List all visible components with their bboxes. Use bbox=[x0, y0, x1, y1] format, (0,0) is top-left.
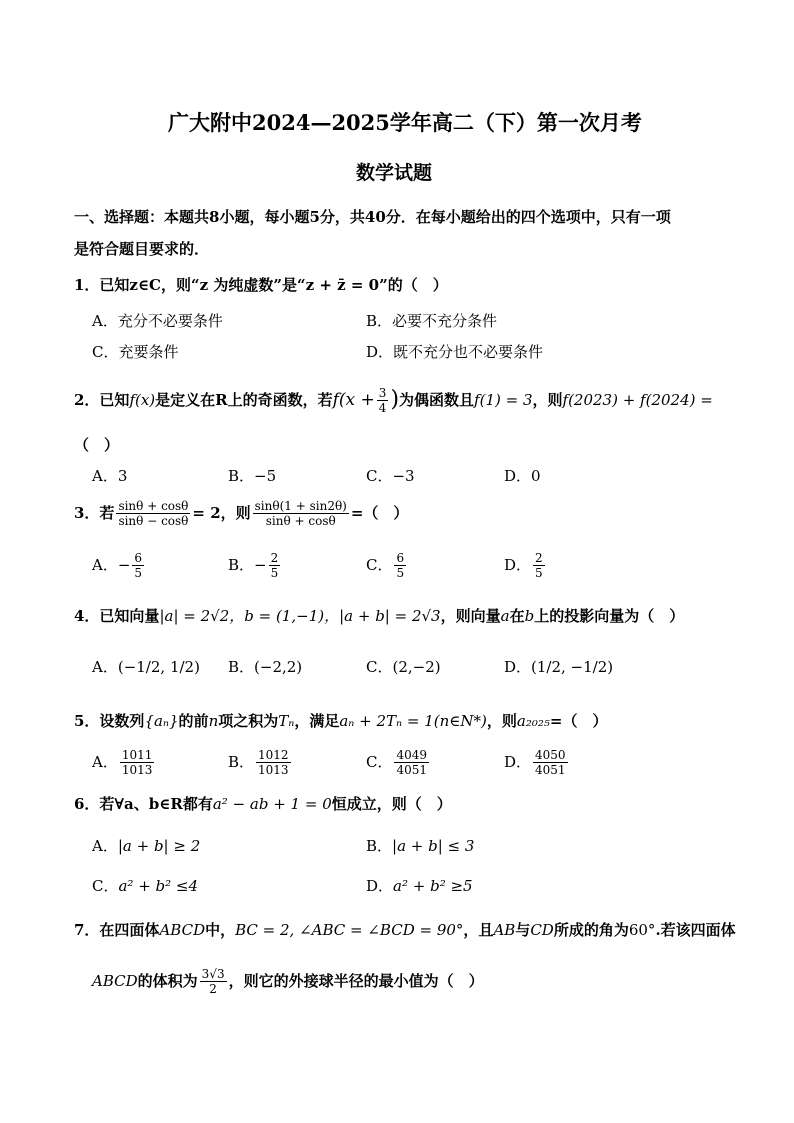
q3-a-label: A． bbox=[92, 556, 118, 574]
q5-a-den: 1013 bbox=[121, 762, 153, 777]
q3-b-frac bbox=[269, 551, 281, 580]
q7-mid3: 所成的角为 bbox=[553, 921, 629, 939]
question-4-option-a bbox=[92, 658, 200, 676]
question-2-option-c: C．−3 bbox=[366, 467, 415, 485]
question-5-option-b bbox=[228, 743, 293, 781]
question-2-option-b: B．−5 bbox=[228, 467, 277, 485]
question-4-stem bbox=[74, 607, 684, 625]
q2-mid2: 为偶函数且 bbox=[399, 391, 475, 409]
q7-ab: AB bbox=[493, 921, 516, 939]
q4-d-label: D． bbox=[504, 658, 532, 676]
q4-c-label: C． bbox=[366, 658, 393, 676]
q7-pre: 7．在四面体 bbox=[74, 921, 160, 939]
question-2-option-d: D．0 bbox=[504, 467, 541, 485]
q5-a-label: A． bbox=[92, 753, 118, 771]
question-4-option-c bbox=[366, 658, 441, 676]
q2-mid: 是定义在R上的奇函数，若 bbox=[155, 391, 333, 409]
q6-b-label: B． bbox=[366, 837, 393, 855]
q4-vector-a: a bbox=[500, 607, 510, 625]
q6-cond: a² − ab + 1 = 0 bbox=[212, 795, 332, 813]
q2-expr: f(2023) + f(2024) = bbox=[562, 391, 713, 409]
q5-post: =（ ） bbox=[549, 712, 608, 730]
page-subtitle: 数学试题 bbox=[356, 162, 433, 184]
q5-c-den: 4051 bbox=[396, 762, 428, 777]
q7-vol-num: 3√3 bbox=[201, 966, 225, 981]
question-2-option-a: A．3 bbox=[92, 467, 128, 485]
q7-cond: BC = 2, ∠ABC = ∠BCD = 90° bbox=[235, 921, 464, 939]
q5-mid2: 项之积为 bbox=[218, 712, 279, 730]
q3-a-num: 6 bbox=[134, 550, 143, 565]
question-6-option-c bbox=[92, 877, 198, 895]
q7-mid4: .若该四面体 bbox=[655, 921, 736, 939]
q5-a2025: a₂₀₂₅ bbox=[516, 712, 550, 730]
q7-volume-frac bbox=[200, 967, 227, 996]
question-1-option-d: D．既不充分也不必要条件 bbox=[366, 343, 544, 361]
q3-d-den: 5 bbox=[535, 565, 543, 580]
q5-d-label: D． bbox=[504, 753, 532, 771]
q4-pre: 4．已知向量 bbox=[74, 607, 160, 625]
q2-fraction bbox=[377, 386, 389, 415]
q7-yu: 与 bbox=[515, 921, 531, 939]
q4-mid: ，则向量 bbox=[440, 607, 501, 625]
q5-d-num: 4050 bbox=[535, 747, 566, 762]
q5-c-frac bbox=[394, 748, 429, 777]
q3-eq2: = 2，则 bbox=[192, 504, 251, 522]
q5-tn: Tₙ bbox=[278, 712, 295, 730]
q3-a-frac bbox=[132, 551, 144, 580]
question-6-option-a bbox=[92, 837, 200, 855]
q4-zai: 在 bbox=[509, 607, 525, 625]
q3-fraction-1 bbox=[116, 499, 190, 528]
q3-post: =（ ） bbox=[350, 504, 409, 522]
q6-d-label: D． bbox=[366, 877, 394, 895]
question-6-option-b bbox=[366, 837, 474, 855]
question-3-option-a bbox=[92, 545, 146, 585]
section-instructions-line2: 是符合题目要求的． bbox=[74, 240, 210, 258]
question-7-stem-line1 bbox=[74, 921, 736, 939]
q3-d-num: 2 bbox=[535, 550, 543, 565]
question-3-option-c bbox=[366, 545, 408, 585]
q4-a-label: A． bbox=[92, 658, 118, 676]
q2-frac-num: 3 bbox=[378, 385, 387, 400]
q3-c-den: 5 bbox=[396, 565, 405, 580]
q6-c-val: a² + b² ≤4 bbox=[118, 877, 199, 895]
q6-post: 恒成立，则（ ） bbox=[331, 795, 452, 813]
q5-c-num: 4049 bbox=[396, 747, 428, 762]
question-1-stem: 1．已知z∈C，则“z 为纯虚数”是“z + z̄ = 0”的（ ） bbox=[74, 276, 448, 294]
q3-c-num: 6 bbox=[396, 550, 405, 565]
question-6-stem bbox=[74, 795, 452, 813]
q3-a-sign: − bbox=[117, 556, 131, 574]
question-4-option-b bbox=[228, 658, 302, 676]
q3-f1-num: sinθ + cosθ bbox=[118, 498, 189, 513]
q2-mid3: ，则 bbox=[532, 391, 563, 409]
q4-vector-b: b bbox=[524, 607, 535, 625]
q4-b-label: B． bbox=[228, 658, 255, 676]
q5-seq: {aₙ} bbox=[144, 712, 179, 730]
question-2-paren: （ ） bbox=[74, 436, 120, 454]
q2-f-close: ) bbox=[390, 387, 400, 412]
q5-n: n bbox=[208, 712, 219, 730]
q6-c-label: C． bbox=[92, 877, 119, 895]
q6-pre: 6．若∀a、b∈R都有 bbox=[74, 795, 213, 813]
q7-mid: 中， bbox=[205, 921, 236, 939]
question-1-option-a: A．充分不必要条件 bbox=[92, 312, 223, 330]
question-2-stem bbox=[74, 380, 713, 420]
page-title: 广大附中2024—2025学年高二（下）第一次月考 bbox=[168, 110, 642, 135]
question-1-option-b: B．必要不充分条件 bbox=[366, 312, 498, 330]
q4-post: 上的投影向量为（ ） bbox=[534, 607, 685, 625]
question-5-stem bbox=[74, 712, 607, 730]
q4-d-val: (1/2, −1/2) bbox=[531, 658, 614, 676]
q5-pre: 5．设数列 bbox=[74, 712, 145, 730]
q5-d-den: 4051 bbox=[535, 762, 566, 777]
q5-b-den: 1013 bbox=[258, 762, 289, 777]
q5-mid4: ，则 bbox=[486, 712, 517, 730]
q6-b-val: |a + b| ≤ 3 bbox=[392, 837, 475, 855]
q5-c-label: C． bbox=[366, 753, 393, 771]
q7-angle: 60° bbox=[628, 921, 656, 939]
q3-b-den: 5 bbox=[270, 565, 279, 580]
q2-fx: f(x) bbox=[129, 391, 156, 409]
q3-d-label: D． bbox=[504, 556, 532, 574]
q3-c-frac bbox=[394, 551, 406, 580]
q3-a-den: 5 bbox=[134, 565, 143, 580]
q5-mid: 的前 bbox=[178, 712, 209, 730]
question-5-option-c bbox=[366, 743, 431, 781]
q4-a-val: (−1/2, 1/2) bbox=[117, 658, 200, 676]
q5-b-frac bbox=[256, 748, 291, 777]
q5-cond: aₙ + 2Tₙ = 1(n∈N*) bbox=[339, 712, 487, 730]
q6-a-label: A． bbox=[92, 837, 118, 855]
q7-mid2: ，且 bbox=[463, 921, 494, 939]
q7-abcd: ABCD bbox=[159, 921, 206, 939]
q4-cond: |a| = 2√2，b = (1,−1)，|a + b| = 2√3 bbox=[159, 607, 441, 625]
section-instructions-line1: 一、选择题：本题共8小题，每小题5分，共40分．在每小题给出的四个选项中，只有一项 bbox=[74, 208, 671, 226]
q7-line2-pre: 的体积为 bbox=[137, 972, 198, 990]
q4-c-val: (2,−2) bbox=[392, 658, 441, 676]
q3-pre: 3．若 bbox=[74, 504, 115, 522]
q3-b-sign: − bbox=[254, 556, 267, 574]
question-3-option-b bbox=[228, 545, 282, 585]
q2-cond: f(1) = 3 bbox=[474, 391, 533, 409]
q5-a-num: 1011 bbox=[121, 747, 153, 762]
q7-cd: CD bbox=[530, 921, 554, 939]
q7-line2-post: ，则它的外接球半径的最小值为（ ） bbox=[228, 972, 484, 990]
q3-c-label: C． bbox=[366, 556, 393, 574]
question-5-option-a bbox=[92, 743, 156, 781]
question-7-stem-line2 bbox=[92, 961, 484, 1001]
question-3-option-d bbox=[504, 545, 547, 585]
q6-d-val: a² + b² ≥5 bbox=[393, 877, 473, 895]
q3-f1-den: sinθ − cosθ bbox=[118, 513, 189, 528]
q5-d-frac bbox=[533, 748, 568, 777]
q7-line2-abcd: ABCD bbox=[92, 972, 138, 990]
q5-mid3: ，满足 bbox=[294, 712, 340, 730]
q5-b-num: 1012 bbox=[258, 747, 289, 762]
question-1-option-c: C．充要条件 bbox=[92, 343, 179, 361]
question-3-stem bbox=[74, 494, 408, 532]
question-4-option-d bbox=[504, 658, 613, 676]
q7-vol-den: 2 bbox=[209, 981, 217, 996]
q4-b-val: (−2,2) bbox=[254, 658, 303, 676]
question-6-option-d bbox=[366, 877, 473, 895]
q6-a-val: |a + b| ≥ 2 bbox=[117, 837, 201, 855]
q3-b-label: B． bbox=[228, 556, 255, 574]
q2-f-open: f(x + bbox=[332, 390, 375, 410]
q3-f2-num: sinθ(1 + sin2θ) bbox=[254, 498, 347, 513]
question-5-option-d bbox=[504, 743, 570, 781]
q5-b-label: B． bbox=[228, 753, 255, 771]
q2-pre: 2．已知 bbox=[74, 391, 130, 409]
q2-frac-den: 4 bbox=[378, 400, 387, 415]
q5-a-frac bbox=[120, 748, 155, 777]
q3-fraction-2 bbox=[253, 499, 349, 528]
q3-b-num: 2 bbox=[270, 550, 279, 565]
q3-d-frac bbox=[533, 551, 545, 580]
q3-f2-den: sinθ + cosθ bbox=[265, 513, 336, 528]
